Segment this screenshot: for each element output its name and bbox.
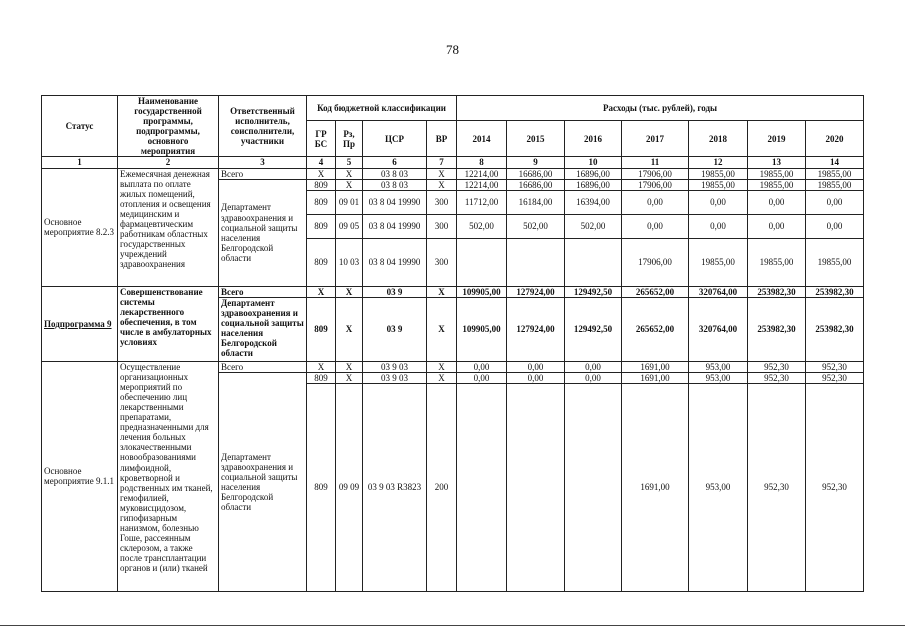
cell-rzpr: X xyxy=(336,286,363,297)
row-label: Всего xyxy=(219,286,307,297)
cell-value: 952,30 xyxy=(806,361,864,372)
cell-value: 1691,00 xyxy=(622,361,689,372)
cell-csr: 03 9 xyxy=(363,297,427,361)
cell-grbs: 809 xyxy=(307,372,336,383)
cell-value: 320764,00 xyxy=(689,286,748,297)
cell-grbs: 809 xyxy=(307,238,336,286)
cell-value: 952,30 xyxy=(748,383,806,591)
cell-grbs: 809 xyxy=(307,297,336,361)
cell-value: 0,00 xyxy=(507,372,565,383)
cell-value: 952,30 xyxy=(806,383,864,591)
row-name: Осуществление организационных мероприятий по обеспечению лиц лекарственными препаратами, предназначенными для лечения больных злокачественными новообразованиями лимфоидной, кроветворной и родственных им тканей, гемофилией, муковисцидозом, гипофизарным нанизмом, болезнью Гоше, рассеянным склерозом, а также после трансплантации органов и (или) тканей xyxy=(118,361,219,591)
cell-vr: X xyxy=(427,179,457,190)
cell-value: 0,00 xyxy=(748,190,806,214)
cell-csr: 03 9 xyxy=(363,286,427,297)
cell-value: 320764,00 xyxy=(689,297,748,361)
cell-value: 16896,00 xyxy=(565,168,622,179)
header-year: 2017 xyxy=(622,121,689,157)
cell-grbs: X xyxy=(307,286,336,297)
cell-csr: 03 8 04 19990 xyxy=(363,214,427,238)
cell-csr: 03 9 03 xyxy=(363,372,427,383)
cell-value: 502,00 xyxy=(457,214,507,238)
cell-value: 0,00 xyxy=(457,372,507,383)
cell-value: 16896,00 xyxy=(565,179,622,190)
cell-value: 17906,00 xyxy=(622,179,689,190)
cell-value xyxy=(507,238,565,286)
cell-rzpr: X xyxy=(336,372,363,383)
cell-vr: X xyxy=(427,372,457,383)
header-grbs: ГР БС xyxy=(307,121,336,157)
column-number: 14 xyxy=(806,157,864,168)
cell-rzpr: X xyxy=(336,361,363,372)
column-number: 12 xyxy=(689,157,748,168)
row-executor: Департамент здравоохранения и социальной защиты населения Белгородской области xyxy=(219,297,307,361)
cell-rzpr: 09 01 xyxy=(336,190,363,214)
budget-table xyxy=(41,95,864,592)
cell-value: 1691,00 xyxy=(622,372,689,383)
header-csr: ЦСР xyxy=(363,121,427,157)
cell-value: 0,00 xyxy=(689,190,748,214)
cell-value: 0,00 xyxy=(565,372,622,383)
cell-value xyxy=(565,383,622,591)
cell-value: 16394,00 xyxy=(565,190,622,214)
cell-csr: 03 8 03 xyxy=(363,168,427,179)
cell-value: 19855,00 xyxy=(806,238,864,286)
header-year: 2016 xyxy=(565,121,622,157)
header-expenses: Расходы (тыс. рублей), годы xyxy=(457,96,864,121)
cell-vr: X xyxy=(427,286,457,297)
cell-value xyxy=(457,238,507,286)
cell-value: 19855,00 xyxy=(689,179,748,190)
cell-value: 952,30 xyxy=(806,372,864,383)
row-status: Подпрограмма 9 xyxy=(42,286,118,361)
cell-value: 0,00 xyxy=(689,214,748,238)
cell-csr: 03 8 04 19990 xyxy=(363,238,427,286)
cell-value: 17906,00 xyxy=(622,168,689,179)
cell-value: 0,00 xyxy=(806,190,864,214)
cell-value: 253982,30 xyxy=(748,286,806,297)
column-number-row xyxy=(42,157,864,168)
cell-value xyxy=(457,383,507,591)
page-number: 78 xyxy=(446,42,459,57)
cell-value: 127924,00 xyxy=(507,286,565,297)
row-executor: Департамент здравоохранения и социальной защиты населения Белгородской области xyxy=(219,372,307,591)
cell-grbs: 809 xyxy=(307,179,336,190)
cell-value: 0,00 xyxy=(622,190,689,214)
row-label: Всего xyxy=(219,361,307,372)
cell-value: 0,00 xyxy=(806,214,864,238)
cell-value: 502,00 xyxy=(507,214,565,238)
cell-csr: 03 8 04 19990 xyxy=(363,190,427,214)
cell-rzpr: X xyxy=(336,297,363,361)
column-number: 7 xyxy=(427,157,457,168)
cell-value: 253982,30 xyxy=(748,297,806,361)
cell-grbs: 809 xyxy=(307,383,336,591)
cell-value: 952,30 xyxy=(748,372,806,383)
header-year: 2020 xyxy=(806,121,864,157)
cell-value: 129492,50 xyxy=(565,286,622,297)
cell-value xyxy=(507,383,565,591)
header-vr: ВР xyxy=(427,121,457,157)
cell-value: 19855,00 xyxy=(806,179,864,190)
cell-grbs: X xyxy=(307,361,336,372)
header-executor: Ответственный исполнитель, соисполнители, участники xyxy=(219,96,307,157)
cell-value: 19855,00 xyxy=(748,238,806,286)
cell-value: 109905,00 xyxy=(457,297,507,361)
column-number: 4 xyxy=(307,157,336,168)
cell-value: 19855,00 xyxy=(689,168,748,179)
cell-value: 127924,00 xyxy=(507,297,565,361)
cell-value: 12214,00 xyxy=(457,168,507,179)
cell-value: 0,00 xyxy=(748,214,806,238)
cell-rzpr: 10 03 xyxy=(336,238,363,286)
cell-value: 19855,00 xyxy=(806,168,864,179)
cell-value: 11712,00 xyxy=(457,190,507,214)
cell-value: 109905,00 xyxy=(457,286,507,297)
header-year: 2014 xyxy=(457,121,507,157)
cell-value: 953,00 xyxy=(689,361,748,372)
cell-value: 0,00 xyxy=(507,361,565,372)
header-year: 2018 xyxy=(689,121,748,157)
cell-vr: 300 xyxy=(427,190,457,214)
cell-value: 19855,00 xyxy=(689,238,748,286)
column-number: 8 xyxy=(457,157,507,168)
cell-vr: X xyxy=(427,361,457,372)
row-label: Всего xyxy=(219,168,307,179)
column-number: 5 xyxy=(336,157,363,168)
column-number: 9 xyxy=(507,157,565,168)
column-number: 1 xyxy=(42,157,118,168)
column-number: 11 xyxy=(622,157,689,168)
cell-value: 16686,00 xyxy=(507,179,565,190)
cell-vr: 300 xyxy=(427,238,457,286)
cell-vr: X xyxy=(427,168,457,179)
cell-value: 502,00 xyxy=(565,214,622,238)
table-row xyxy=(42,286,864,297)
column-number: 3 xyxy=(219,157,307,168)
header-name: Наименование государственной программы, подпрограммы, основного мероприятия xyxy=(118,96,219,157)
cell-value: 953,00 xyxy=(689,383,748,591)
header-year: 2019 xyxy=(748,121,806,157)
table-row xyxy=(42,168,864,179)
cell-vr: X xyxy=(427,297,457,361)
row-status: Основное мероприятие 8.2.3 xyxy=(42,168,118,286)
cell-value: 953,00 xyxy=(689,372,748,383)
row-name: Совершенствование системы лекарственного обеспечения, в том числе в амбулаторных условиях xyxy=(118,286,219,361)
cell-value: 16686,00 xyxy=(507,168,565,179)
column-number: 13 xyxy=(748,157,806,168)
cell-vr: 300 xyxy=(427,214,457,238)
cell-value: 253982,30 xyxy=(806,297,864,361)
cell-value xyxy=(565,238,622,286)
cell-csr: 03 9 03 R3823 xyxy=(363,383,427,591)
cell-value: 17906,00 xyxy=(622,238,689,286)
header-rzpr: Рз, Пр xyxy=(336,121,363,157)
row-name: Ежемесячная денежная выплата по оплате жилых помещений, отопления и освещения медицинским и фармацевтическим работникам областных государственных учреждений здравоохранения xyxy=(118,168,219,286)
cell-grbs: 809 xyxy=(307,214,336,238)
cell-value: 12214,00 xyxy=(457,179,507,190)
cell-csr: 03 8 03 xyxy=(363,179,427,190)
cell-rzpr: 09 09 xyxy=(336,383,363,591)
row-executor: Департамент здравоохранения и социальной защиты населения Белгородской области xyxy=(219,179,307,286)
cell-value: 16184,00 xyxy=(507,190,565,214)
cell-value: 0,00 xyxy=(565,361,622,372)
cell-grbs: 809 xyxy=(307,190,336,214)
cell-rzpr: X xyxy=(336,179,363,190)
cell-grbs: X xyxy=(307,168,336,179)
cell-value: 952,30 xyxy=(748,361,806,372)
header-budget-code: Код бюджетной классификации xyxy=(307,96,457,121)
cell-value: 1691,00 xyxy=(622,383,689,591)
table-row xyxy=(42,361,864,372)
column-number: 2 xyxy=(118,157,219,168)
header-year: 2015 xyxy=(507,121,565,157)
cell-value: 0,00 xyxy=(622,214,689,238)
column-number: 6 xyxy=(363,157,427,168)
row-status: Основное мероприятие 9.1.1 xyxy=(42,361,118,591)
header-status: Статус xyxy=(42,96,118,157)
cell-value: 265652,00 xyxy=(622,286,689,297)
cell-rzpr: 09 05 xyxy=(336,214,363,238)
cell-vr: 200 xyxy=(427,383,457,591)
cell-value: 253982,30 xyxy=(806,286,864,297)
cell-value: 265652,00 xyxy=(622,297,689,361)
page-edge-line xyxy=(0,625,905,626)
column-number: 10 xyxy=(565,157,622,168)
cell-value: 0,00 xyxy=(457,361,507,372)
cell-value: 19855,00 xyxy=(748,168,806,179)
cell-value: 19855,00 xyxy=(748,179,806,190)
cell-rzpr: X xyxy=(336,168,363,179)
cell-csr: 03 9 03 xyxy=(363,361,427,372)
cell-value: 129492,50 xyxy=(565,297,622,361)
